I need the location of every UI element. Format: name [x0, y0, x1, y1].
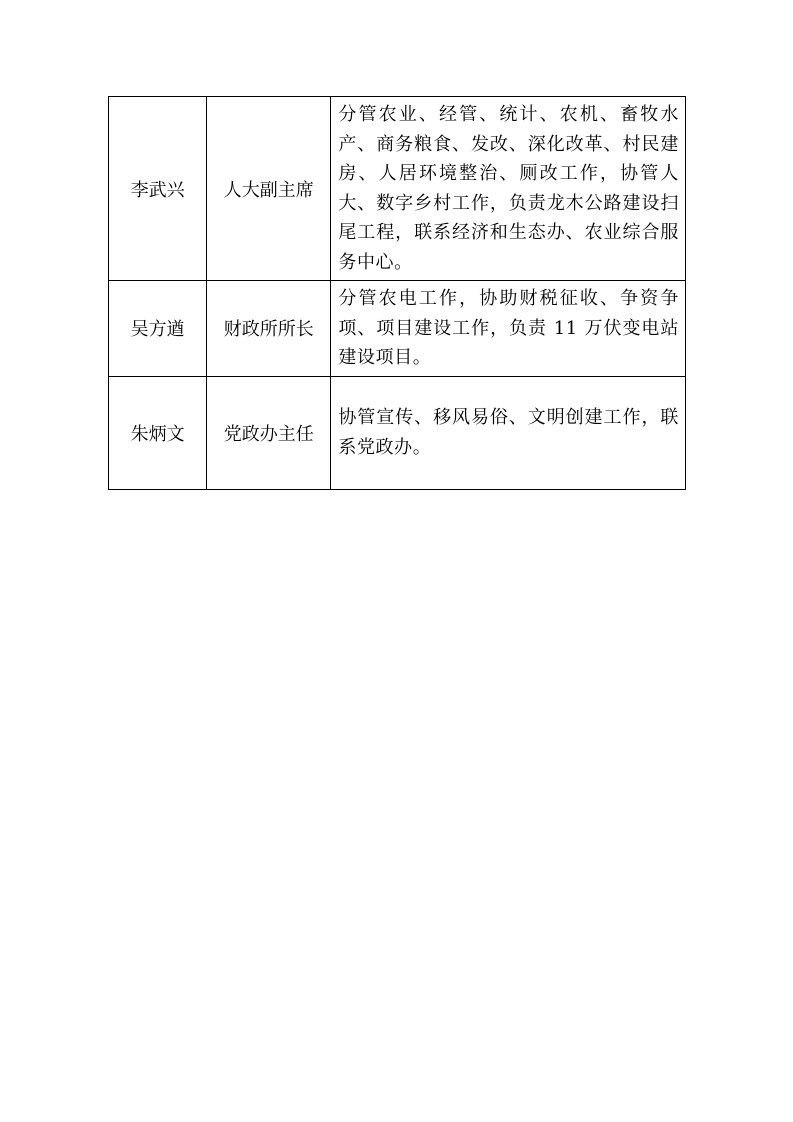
table-body	[109, 97, 686, 490]
name-cell: 李武兴	[109, 97, 207, 281]
name-cell: 吴方遒	[109, 281, 207, 377]
duties-cell: 协管宣传、移风易俗、文明创建工作，联系党政办。	[331, 376, 686, 489]
leadership-duty-table	[108, 96, 686, 490]
duties-cell: 分管农业、经管、统计、农机、畜牧水产、商务粮食、发改、深化改革、村民建房、人居环境整治、厕改工作，协管人大、数字乡村工作，负责龙木公路建设扫尾工程，联系经济和生态办、农业综合服务中心。	[331, 97, 686, 281]
position-cell: 财政所所长	[207, 281, 331, 377]
duties-cell: 分管农电工作，协助财税征收、争资争项、项目建设工作，负责 11 万伏变电站建设项目。	[331, 281, 686, 377]
table-row	[109, 281, 686, 377]
position-cell: 党政办主任	[207, 376, 331, 489]
name-cell: 朱炳文	[109, 376, 207, 489]
position-cell: 人大副主席	[207, 97, 331, 281]
table-row	[109, 376, 686, 489]
table-row	[109, 97, 686, 281]
